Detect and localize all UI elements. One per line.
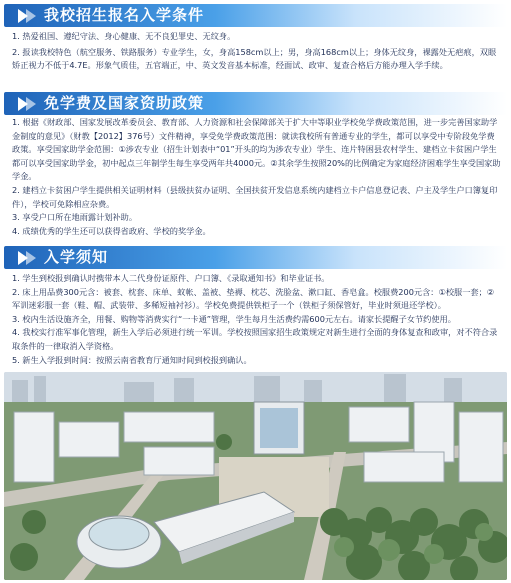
arrow-icon <box>26 9 36 23</box>
campus-aerial-photo <box>4 372 507 580</box>
paragraph: 1. 根据《财政部、国家发展改革委员会、教育部、人力资源和社会保障部关于扩大中等职业学校免学费政策范围，进一步完善国家助学金制度的意见》（财教【2012】376号）文件精神，享受免学费政策范围：就读我校所有普通专业的学生，都可以享受中专阶段免学费政策。享受国家助学金范围：①涉农专业（招生计划表中“01”开头的均为涉农专业）学生、连片特困县农村学生、建档立卡贫困户学生都可以享受国家助学金，初中起点三年制学生每生享受两年共4000元。②其余学生按照20%的比例确定为家庭经济困难学生享受国家助学金。 <box>12 117 501 182</box>
section-header-admission-notes <box>4 246 507 269</box>
section-header-enrollment-conditions <box>4 4 507 27</box>
paragraph: 2. 床上用品费300元含：被套、枕套、床单、蚊帐、盖被、垫褥、枕芯、洗脸盆、漱口缸、香皂盒。校服费200元含：①校服一套；②军训迷彩服一套（鞋、帽、武装带、多稀短袖衬衫）。学校免费提供铁柜子一个（铁柜子须保管好，毕业时须退还学校）。 <box>12 286 495 311</box>
section-title: 入学须知 <box>44 248 109 266</box>
paragraph: 4. 成绩优秀的学生还可以获得省政府、学校的奖学金。 <box>12 225 211 236</box>
section-header-tuition-policy <box>4 92 507 115</box>
paragraph: 2. 报读我校特色（航空服务、铁路服务）专业学生，女，身高158cm以上；男，身高168cm以上；身体无纹身，裸露处无疤痕，双眼矫正视力不低于4.7E。形象气质佳，五官端正，中、英文发音基本标准，经面试、政审、复查合格后方能办理入学手续。 <box>12 46 497 71</box>
paragraph: 1. 学生到校报到确认时携带本人二代身份证原件、户口簿、《录取通知书》和毕业证书。 <box>12 273 330 283</box>
paragraph: 2. 建档立卡贫困户学生提供相关证明材料（县级扶贫办证明、全国扶贫开发信息系统内建档立卡户信息登记表、户主及学生户口簿复印件），学校可免除相应杂费。 <box>12 184 498 209</box>
paragraph: 3. 享受户口所在地雨露计划补助。 <box>12 212 138 223</box>
section-body-enrollment-conditions <box>12 30 501 73</box>
section-body-admission-notes <box>12 272 501 367</box>
section-body-tuition-policy <box>12 116 501 238</box>
arrow-icon <box>26 97 36 111</box>
paragraph: 5. 新生入学报到时间：按照云南省教育厅通知时间到校报到确认。 <box>12 354 252 365</box>
paragraph: 4. 我校实行准军事化管理，新生入学后必须进行统一军训。学校按照国家招生政策规定对新生进行全面的身体复查和政审，对不符合录取条件的一律取消入学资格。 <box>12 327 498 351</box>
section-title: 免学费及国家资助政策 <box>44 94 205 112</box>
campus-photo-illustration <box>4 372 507 580</box>
arrow-icon <box>26 251 36 265</box>
section-title: 我校招生报名入学条件 <box>44 6 205 24</box>
paragraph: 1. 热爱祖国、遵纪守法、身心健康、无不良犯罪史、无纹身。 <box>12 31 236 41</box>
paragraph: 3. 校内生活设施齐全，用餐、购物等消费实行“一卡通”管理，学生每月生活费约需600元左右。请家长提醒子女节约使用。 <box>12 313 456 324</box>
